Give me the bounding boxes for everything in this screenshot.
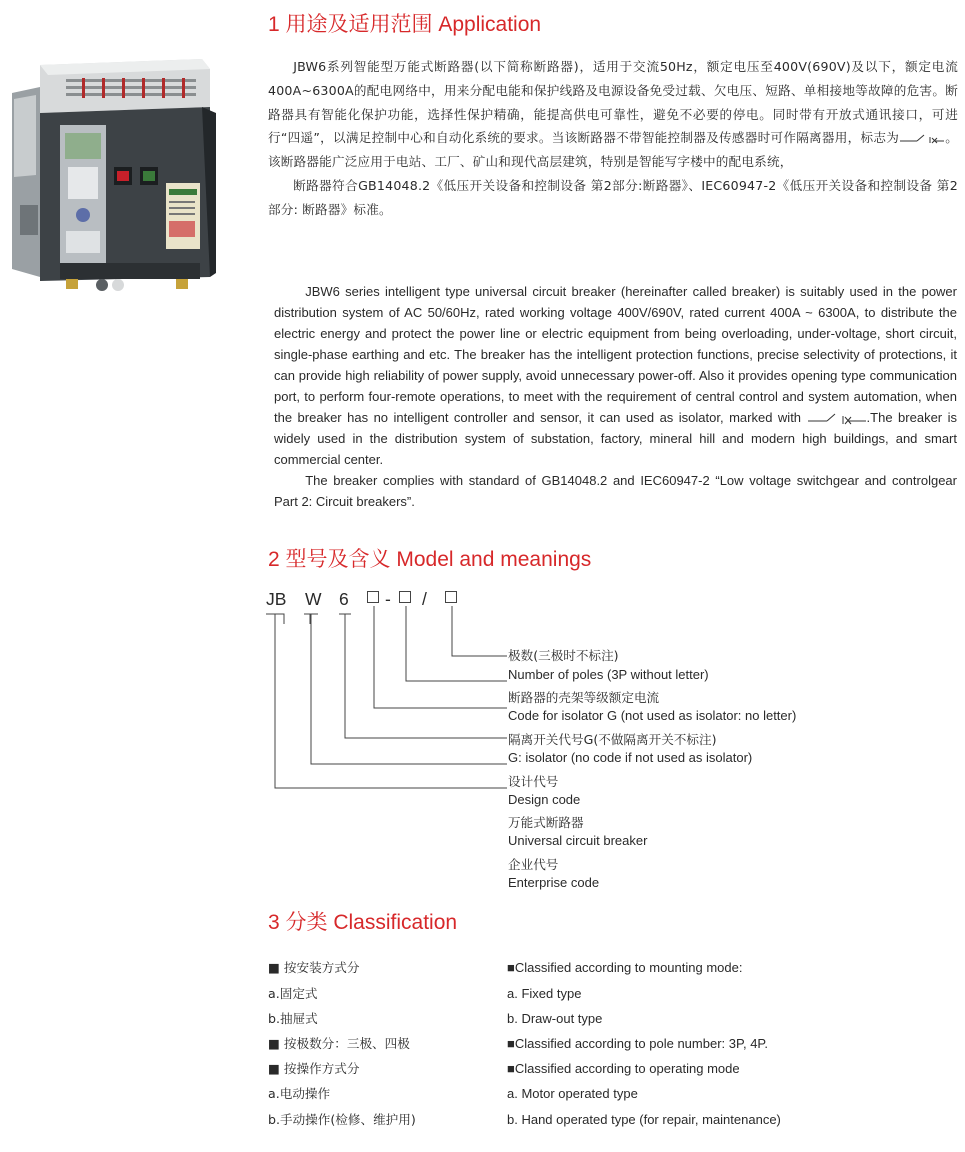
classification-en-item: ■Classified according to operating mode bbox=[507, 1061, 740, 1076]
model-code-w: W bbox=[305, 589, 322, 609]
classification-cn-item: b.抽屉式 bbox=[268, 1011, 318, 1026]
classification-cn-item: ■ 按安装方式分 bbox=[268, 960, 360, 975]
model-code-6: 6 bbox=[339, 589, 349, 609]
classification-cn-item: b.手动操作(检修、维护用) bbox=[268, 1112, 416, 1127]
section-title-classification: 3 分类 Classification bbox=[268, 911, 458, 934]
section-title-application: 1 用途及适用范围 Application bbox=[268, 13, 542, 36]
section-title-model: 2 型号及含义 Model and meanings bbox=[268, 548, 592, 571]
classification-en-item: ■Classified according to mounting mode: bbox=[507, 960, 743, 975]
model-universal-breaker-cn: 万能式断路器 bbox=[508, 815, 584, 830]
application-cn-paragraph-2: 断路器符合GB14048.2《低压开关设备和控制设备 第2部分:断路器》、IEC60947-2《低压开关设备和控制设备 第2部分: 断路器》标准。 bbox=[268, 177, 958, 217]
model-enterprise-code-en: Enterprise code bbox=[508, 875, 600, 890]
application-en-text-part1: JBW6 series intelligent type universal circuit breaker (hereinafter called breaker) is suitably used in the power distribution system of AC 50/60Hz, rated working voltage 400V/690V, rated current 400A ~ 6300A, to distribute the electric energy and protect the power line or electric equipment from being overloading, under-voltage, short circuit, single-phase earthing and etc. The breaker has the intelligent protection functions, precise selectivity of protections, it can provide high reliability of power supply, avoid unnecessary power-off. Also it provides opening type communication port, to perform four-remote operations, to meet with the requirement of central control and system automation, when the breaker has no intelligent controller and sensor, it can used as isolator, marked with bbox=[274, 284, 957, 425]
classification-cn-item: a.电动操作 bbox=[268, 1086, 331, 1101]
model-poles-cn: 极数(三极时不标注) bbox=[508, 648, 619, 663]
classification-en-item: a. Motor operated type bbox=[507, 1086, 638, 1101]
model-rated-current-cn: 断路器的壳架等级额定电流 bbox=[508, 690, 660, 705]
model-rated-current-en: Code for isolator G (not used as isolator: no letter) bbox=[508, 708, 797, 723]
classification-en-item: a. Fixed type bbox=[507, 986, 582, 1001]
classification-en-item: b. Draw-out type bbox=[507, 1011, 603, 1026]
model-universal-breaker-en: Universal circuit breaker bbox=[508, 833, 648, 848]
application-cn-text-part2: 。该断路器能广泛应用于电站、工厂、矿山和现代高层建筑，特别是智能写字楼中的配电系统， bbox=[268, 130, 958, 170]
model-poles-en: Number of poles (3P without letter) bbox=[508, 667, 709, 682]
model-isolator-en: G: isolator (no code if not used as isolator) bbox=[508, 750, 753, 765]
classification-cn-item: a.固定式 bbox=[268, 986, 318, 1001]
model-code-dash: - bbox=[385, 589, 391, 609]
classification-cn-item: ■ 按极数分：三极、四极 bbox=[268, 1036, 410, 1051]
model-code-slash: / bbox=[422, 589, 427, 609]
model-isolator-cn: 隔离开关代号G(不做隔离开关不标注) bbox=[508, 732, 717, 747]
model-design-code-en: Design code bbox=[508, 792, 581, 807]
model-enterprise-code-cn: 企业代号 bbox=[508, 857, 559, 872]
model-design-code-cn: 设计代号 bbox=[508, 774, 559, 789]
classification-cn-item: ■ 按操作方式分 bbox=[268, 1061, 360, 1076]
classification-en-item: ■Classified according to pole number: 3P, 4P. bbox=[507, 1036, 769, 1051]
application-cn-text-part1: JBW6系列智能型万能式断路器(以下简称断路器)，适用于交流50Hz，额定电压至400V(690V)及以下，额定电流400A~6300A的配电网络中，用来分配电能和保护线路及电源设备免受过载、欠电压、短路、单相接地等故障的危害。断路器具有智能化保护功能，选择性保护精确，能提高供电可靠性，避免不必要的停电。同时带有开放式通讯接口，可进行“四遥”，以满足控制中心和自动化系统的要求。当该断路器不带智能控制器及传感器时可作隔离器用，标志为 bbox=[268, 59, 958, 146]
application-en-paragraph-2: The breaker complies with standard of GB14048.2 and IEC60947-2 “Low voltage switchgear and controlgear Part 2: Circuit breakers”. bbox=[274, 473, 957, 509]
classification-en-item: b. Hand operated type (for repair, maintenance) bbox=[507, 1112, 781, 1127]
application-en-text-part2: .The breaker is widely used in the distribution system of substation, factory, mineral hill and modern high buildings, and smart commercial center. bbox=[274, 410, 958, 467]
model-code-jb: JB bbox=[266, 589, 287, 609]
